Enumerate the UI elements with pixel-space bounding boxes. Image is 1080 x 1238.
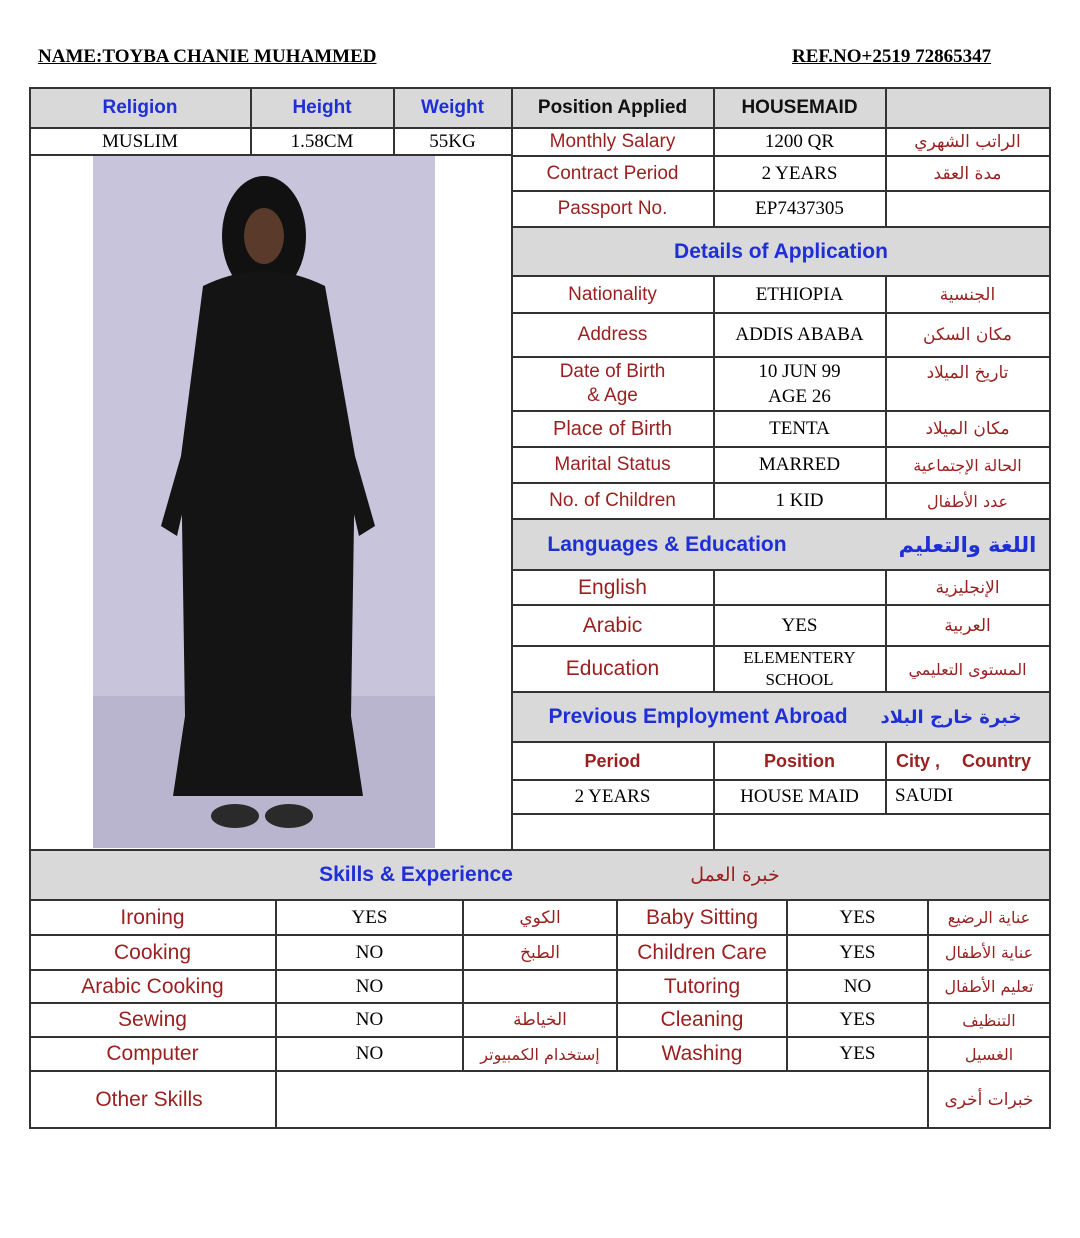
skill-cooking-arabic: الطبخ [520,942,560,963]
skill-children-care-label: Children Care [637,940,767,964]
skill-tutoring-label: Tutoring [663,974,741,998]
skill-sewing-value: NO [355,1009,384,1030]
children-label: No. of Children [549,490,676,511]
marital-status-label: Marital Status [554,454,671,475]
other-skills-label: Other Skills [95,1087,203,1111]
arabic-arabic: العربية [944,615,991,636]
passport-arabic [886,192,1049,226]
nationality-label: Nationality [568,283,657,305]
reference-number: REF.NO+2519 72865347 [792,46,992,67]
skill-ironing-label: Ironing [120,905,185,929]
height-value: 1.58CM [290,131,354,152]
children-arabic: عدد الأطفال [926,491,1009,511]
skill-children-care-value: YES [839,941,876,963]
skill-baby-sitting-value: YES [839,906,876,928]
other-skills-arabic: خبرات أخرى [944,1089,1034,1110]
employment-position: HOUSE MAID [740,786,859,807]
place-of-birth-value: TENTA [769,418,830,439]
skill-cooking-label: Cooking [113,940,192,964]
religion-value: MUSLIM [101,131,178,152]
marital-status-value: MARRED [758,454,841,475]
skills-title: Skills & Experience [319,863,513,886]
languages-title-arabic: اللغة والتعليم [898,532,1037,557]
english-value [714,571,885,604]
place-of-birth-label: Place of Birth [553,417,672,440]
employment-period: 2 YEARS [574,786,651,807]
arabic-label: Arabic [582,613,643,637]
skill-tutoring-arabic: تعليم الأطفال [944,977,1034,996]
skill-computer-arabic: إستخدام الكمبيوتر [480,1044,600,1064]
marital-status-arabic: الحالة الإجتماعية [913,455,1022,475]
employment-country: SAUDI [895,785,954,806]
city-header: City , [896,751,941,771]
address-arabic: مكان السكن [923,325,1012,345]
skill-cleaning-arabic: التنظيف [962,1010,1016,1030]
address-label: Address [577,324,648,345]
details-title: Details of Application [674,239,888,263]
languages-title: Languages & Education [547,532,787,556]
person-figure-icon [93,156,435,848]
passport-value: EP7437305 [755,198,844,219]
skill-baby-sitting-label: Baby Sitting [645,905,759,929]
skill-cleaning-value: YES [839,1009,876,1030]
skill-arabic-cooking-label: Arabic Cooking [81,974,224,998]
dob-age-value: 10 JUN 99 AGE 26 [758,361,841,407]
place-of-birth-arabic: مكان الميلاد [925,419,1010,439]
arabic-value: YES [781,614,818,636]
skill-washing-arabic: الغسيل [964,1044,1014,1064]
applicant-name: NAME:TOYBA CHANIE MUHAMMED [38,46,377,67]
skill-tutoring-value: NO [843,975,872,997]
education-label: Education [565,657,660,680]
country-header: Country [962,751,1031,771]
weight-label: Weight [421,97,484,118]
skill-sewing-label: Sewing [118,1008,187,1031]
nationality-value: ETHIOPIA [755,283,844,305]
monthly-salary-value: 1200 QR [764,131,835,152]
skill-cleaning-label: Cleaning [660,1008,744,1031]
position-applied-label: Position Applied [537,97,688,118]
religion-label: Religion [102,97,178,118]
contract-period-label: Contract Period [546,162,679,184]
dob-age-label: Date of Birth & Age [559,361,666,406]
monthly-salary-label: Monthly Salary [549,131,676,152]
children-value: 1 KID [775,490,824,511]
dob-arabic: تاريخ الميلاد [926,363,1009,383]
english-arabic: الإنجليزية [935,577,1000,598]
monthly-salary-arabic: الراتب الشهري [914,132,1021,152]
skill-computer-label: Computer [106,1042,199,1065]
skill-arabic-cooking-value: NO [355,975,384,997]
skill-baby-sitting-arabic: عناية الرضيع [947,908,1031,927]
address-value: ADDIS ABABA [735,324,864,345]
applicant-photo [93,156,435,848]
skill-sewing-arabic: الخياطة [513,1010,567,1030]
skill-computer-value: NO [355,1043,384,1064]
skills-title-arabic: خبرة العمل [690,864,780,886]
position-applied-value: HOUSEMAID [741,97,858,118]
weight-value: 55KG [429,131,476,152]
employment-title: Previous Employment Abroad [548,705,848,728]
passport-label: Passport No. [557,198,668,219]
contract-period-value: 2 YEARS [761,162,838,184]
contract-period-arabic: مدة العقد [933,163,1002,184]
nationality-arabic: الجنسية [939,284,996,305]
english-label: English [578,575,647,599]
skill-washing-value: YES [839,1043,876,1064]
skill-arabic-cooking-arabic [464,971,616,1002]
position-header: Position [764,750,835,771]
education-value: ELEMENTERY SCHOOL [743,648,856,689]
height-label: Height [292,97,352,118]
skill-washing-label: Washing [661,1042,743,1065]
education-arabic: المستوى التعليمي [908,659,1027,679]
skill-ironing-value: YES [351,906,388,928]
employment-title-arabic: خبرة خارج البلاد [880,706,1022,728]
skill-ironing-arabic: الكوي [519,907,561,928]
skill-cooking-value: NO [355,941,384,963]
period-header: Period [584,750,641,771]
skill-children-care-arabic: عناية الأطفال [944,943,1034,962]
